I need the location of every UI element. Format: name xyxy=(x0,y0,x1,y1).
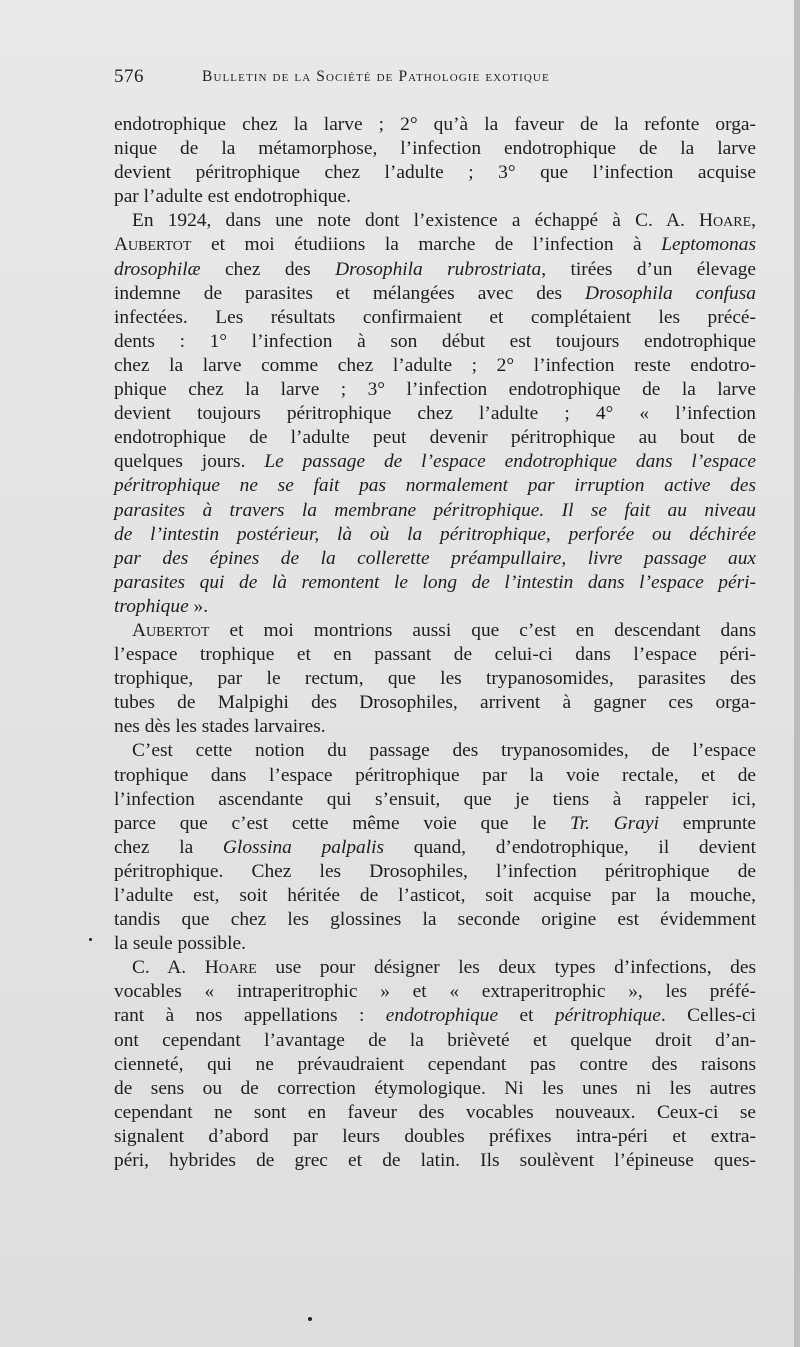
text-run: chez la xyxy=(114,836,223,858)
italic-text: Glossina palpalis xyxy=(222,836,385,858)
text-line xyxy=(114,209,756,233)
text-line xyxy=(114,547,756,571)
text-run: dents : 1° l’infection à son début est toujours endotrophique xyxy=(114,330,756,352)
text-line xyxy=(114,908,756,932)
text-run: et moi montrions aussi que c’est en descendant dans xyxy=(209,619,756,641)
text-line xyxy=(114,1077,756,1101)
text-run: et xyxy=(498,1005,555,1027)
text-line xyxy=(114,956,756,980)
text-line xyxy=(114,788,756,812)
ink-speck xyxy=(308,1317,312,1321)
italic-text: trophique xyxy=(114,595,189,617)
text-line xyxy=(114,812,756,836)
text-run: . Celles-ci xyxy=(660,1005,756,1027)
text-run: l’infection ascendante qui s’ensuit, que je tiens à rappeler ici, xyxy=(114,788,756,810)
text-line xyxy=(114,258,756,282)
text-run: tubes de Malpighi des Drosophiles, arrivent à gagner ces orga- xyxy=(114,692,756,714)
text-run: phique chez la larve ; 3° l’infection endotrophique de la larve xyxy=(114,379,756,401)
text-line xyxy=(114,450,756,474)
text-run: chez des xyxy=(200,258,336,280)
text-run: cependant ne sont en faveur des vocables nouveaux. Ceux-ci se xyxy=(114,1101,756,1123)
italic-text: parasites qui de là remontent le long de l’intestin dans l’espace péri- xyxy=(114,571,756,593)
text-line xyxy=(114,1149,756,1173)
author-name: Hoare xyxy=(699,210,752,232)
text-line xyxy=(114,282,756,306)
italic-text: Tr. Grayi xyxy=(570,812,660,834)
text-run: , tirées d’un élevage xyxy=(541,258,756,280)
text-run: et moi étudiions la marche de l’infection à xyxy=(191,234,662,256)
text-line xyxy=(114,739,756,763)
text-run: tandis que chez les glossines la seconde origine est évidemment xyxy=(114,909,756,931)
page-header xyxy=(114,66,754,96)
text-line xyxy=(114,619,756,643)
text-line xyxy=(114,1053,756,1077)
text-line xyxy=(114,113,756,137)
text-run: devient toujours péritrophique chez l’adulte ; 4° « l’infection xyxy=(114,403,756,425)
author-name: Aubertot xyxy=(114,234,192,256)
italic-text: parasites à travers la membrane péritrophique. Il se fait au niveau xyxy=(114,499,756,521)
running-title: Bulletin de la Société de Pathologie exotique xyxy=(202,68,550,85)
text-line xyxy=(114,1125,756,1149)
text-run: , xyxy=(751,210,756,232)
text-line xyxy=(114,354,756,378)
text-run: péri, hybrides de grec et de latin. Ils soulèvent l’épineuse ques- xyxy=(114,1150,756,1172)
text-run: devient péritrophique chez l’adulte ; 3° que l’infection acquise xyxy=(114,162,756,184)
text-line xyxy=(114,523,756,547)
text-line xyxy=(114,378,756,402)
text-run: signalent d’abord par leurs doubles préfixes intra-péri et extra- xyxy=(114,1125,756,1147)
text-line xyxy=(114,161,756,185)
text-run: trophique, par le rectum, que les trypanosomides, parasites des xyxy=(114,668,756,690)
text-run: emprunte xyxy=(659,812,757,834)
text-run: nes dès les stades larvaires. xyxy=(114,716,326,738)
text-run: use pour désigner les deux types d’infections, des xyxy=(256,957,756,979)
body-text xyxy=(114,113,756,1173)
text-run: rant à nos appellations : xyxy=(114,1005,386,1027)
text-line xyxy=(114,691,756,715)
text-line xyxy=(114,836,756,860)
text-run: l’espace trophique et en passant de celui-ci dans l’espace péri- xyxy=(114,644,756,666)
author-name: Aubertot xyxy=(132,619,210,641)
text-run: péritrophique. Chez les Drosophiles, l’infection péritrophique de xyxy=(114,860,756,882)
text-line xyxy=(114,426,756,450)
italic-text: péritrophique xyxy=(554,1005,661,1027)
text-line xyxy=(114,330,756,354)
italic-text: par des épines de la collerette préampullaire, livre passage aux xyxy=(114,547,756,569)
text-line xyxy=(114,185,756,209)
text-line xyxy=(114,595,756,619)
author-name: Hoare xyxy=(204,957,257,979)
text-line xyxy=(114,884,756,908)
text-line xyxy=(114,499,756,523)
text-run: endotrophique de l’adulte peut devenir péritrophique au bout de xyxy=(114,427,756,449)
italic-text: péritrophique ne se fait pas normalement par irruption active des xyxy=(114,475,756,497)
text-line xyxy=(114,1101,756,1125)
text-run: ont cependant l’avantage de la brièveté et quelque droit d’an- xyxy=(114,1029,756,1051)
text-line xyxy=(114,667,756,691)
text-run: quand, d’endotrophique, il devient xyxy=(384,836,756,858)
text-run: la seule possible. xyxy=(114,933,246,955)
italic-text: Drosophila confusa xyxy=(585,282,756,304)
text-line xyxy=(114,137,756,161)
text-line xyxy=(114,932,756,956)
text-line xyxy=(114,233,756,257)
text-line xyxy=(114,980,756,1004)
text-run: trophique dans l’espace péritrophique par la voie rectale, et de xyxy=(114,764,756,786)
text-line xyxy=(114,643,756,667)
page-number: 576 xyxy=(114,66,144,87)
text-run: indemne de parasites et mélangées avec des xyxy=(114,282,586,304)
text-run: nique de la métamorphose, l’infection endotrophique de la larve xyxy=(114,138,756,160)
text-run: vocables « intraperitrophic » et « extraperitrophic », les préfé- xyxy=(114,981,756,1003)
text-line xyxy=(114,860,756,884)
text-run: quelques jours. xyxy=(114,451,265,473)
italic-text: endotrophique xyxy=(385,1005,499,1027)
text-line xyxy=(114,474,756,498)
text-run: l’adulte est, soit héritée de l’asticot, soit acquise par la mouche, xyxy=(114,885,756,906)
text-run: En 1924, dans une note dont l’existence a échappé à C. A. xyxy=(132,210,700,232)
text-line xyxy=(114,764,756,788)
italic-text: drosophilæ xyxy=(114,258,201,280)
text-line xyxy=(114,715,756,739)
text-run: cienneté, qui ne prévaudraient cependant pas contre des raisons xyxy=(114,1053,756,1075)
italic-text: de l’intestin postérieur, là où la péritrophique, perforée ou déchirée xyxy=(114,523,756,545)
text-line xyxy=(114,1029,756,1053)
page-edge xyxy=(794,0,800,1347)
text-run: infectées. Les résultats confirmaient et complétaient les précé- xyxy=(114,306,756,328)
text-line xyxy=(114,571,756,595)
text-run: endotrophique chez la larve ; 2° qu’à la faveur de la refonte orga- xyxy=(114,114,756,135)
ink-speck xyxy=(89,938,92,941)
italic-text: Drosophila rubrostriata xyxy=(335,258,542,280)
text-run: ». xyxy=(188,595,209,617)
text-line xyxy=(114,402,756,426)
italic-text: Leptomonas xyxy=(661,234,756,256)
text-run: C. A. xyxy=(132,957,205,979)
text-run: chez la larve comme chez l’adulte ; 2° l’infection reste endotro- xyxy=(114,354,756,376)
text-line xyxy=(114,1004,756,1028)
text-run: de sens ou de correction étymologique. Ni les unes ni les autres xyxy=(114,1077,756,1099)
text-run: parce que c’est cette même voie que le xyxy=(114,812,571,834)
text-run: C’est cette notion du passage des trypanosomides, de l’espace xyxy=(132,740,756,762)
text-run: par l’adulte est endotrophique. xyxy=(114,186,351,208)
italic-text: Le passage de l’espace endotrophique dans l’espace xyxy=(264,451,756,473)
text-line xyxy=(114,306,756,330)
